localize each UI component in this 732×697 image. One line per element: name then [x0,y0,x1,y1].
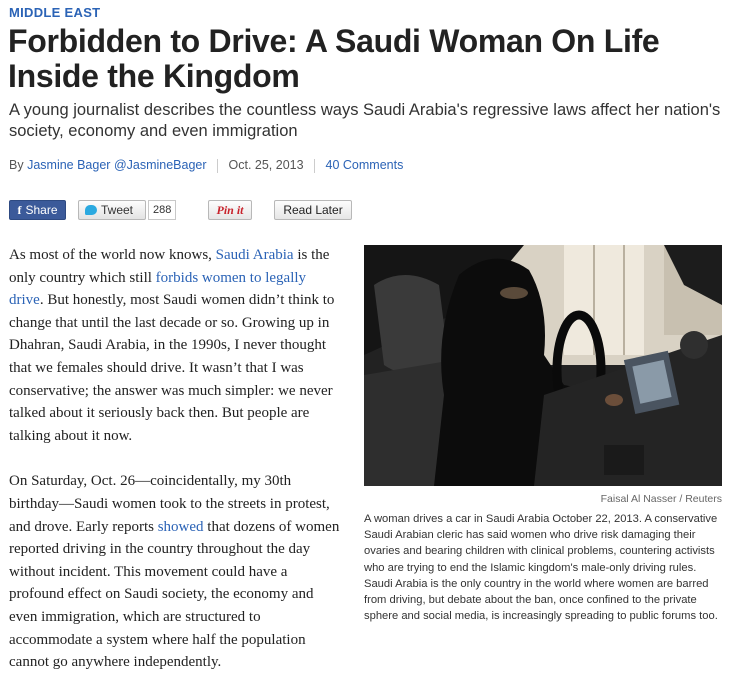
forbids-women-link[interactable]: forbids women to legally drive [9,269,307,309]
comments-link[interactable]: 40 Comments [325,158,404,172]
photo-credit: Faisal Al Nasser / Reuters [600,493,722,505]
paragraph [9,470,344,673]
section-label[interactable]: MIDDLE EAST [9,5,101,20]
article-body [9,244,344,697]
facebook-share-button[interactable] [9,200,66,220]
paragraph-text: that dozens of women reported driving in the country throughout the day without incident. This movement could have a profound effect on Saudi society, the economy and even immigration, which are structured to accommodate a system where half the population cannot go anywhere independently. [9,518,340,671]
pinterest-button[interactable]: Pin it [208,200,252,220]
publish-date: Oct. 25, 2013 [228,158,304,172]
paragraph-text: On Saturday, Oct. 26—coincidentally, my 30th birthday—Saudi women took to the streets in protest, and drove. Early reports [9,473,330,535]
saudi-arabia-link[interactable]: Saudi Arabia [215,247,294,263]
twitter-bird-icon [85,205,97,215]
facebook-share-label: Share [25,203,58,217]
read-later-button[interactable]: Read Later [274,200,352,220]
photo-caption: A woman drives a car in Saudi Arabia October 22, 2013. A conservative Saudi Arabian cleric has said women who drive risk damaging their ovaries and bearing children with clinical problems, countering activists who are trying to end the Islamic kingdom's male-only driving rules. Saudi Arabia is the only country in the world where women are barred from driving, but debate about the ban, once confined to the private sphere and social media, is increasingly spreading to public forums too. [364,513,718,623]
showed-link[interactable]: showed [157,518,204,535]
paragraph [9,244,344,447]
byline-prefix: By [9,158,24,172]
paragraph-text: is the only country which still [9,247,330,286]
article-dek: A young journalist describes the countless ways Saudi Arabia's regressive laws affect her nation's society, economy and even immigration [9,101,721,140]
paragraph-text: . But honestly, most Saudi women didn’t think to change that until the last decade or so. Growing up in Dhahran, Saudi Arabia, in the 1990s, I never thought that we females should drive. It wasn’t that I was conservative; the answer was much simpler: we never talked about it seriously back then. But people are talking about it now. [9,292,335,444]
tweet-button[interactable] [78,200,146,220]
byline-divider [314,159,315,173]
byline [9,158,403,173]
photo-illustration [364,245,722,486]
byline-divider [217,159,218,173]
facebook-icon: f [17,203,22,217]
article-photo [364,245,722,486]
headline: Forbidden to Drive: A Saudi Woman On Life Inside the Kingdom [8,23,660,94]
tweet-count: 288 [148,200,176,220]
author-twitter-link[interactable]: @JasmineBager [113,158,207,172]
tweet-label: Tweet [101,203,134,217]
author-link[interactable]: Jasmine Bager [27,158,111,172]
paragraph-text: As most of the world now knows, [9,247,216,263]
